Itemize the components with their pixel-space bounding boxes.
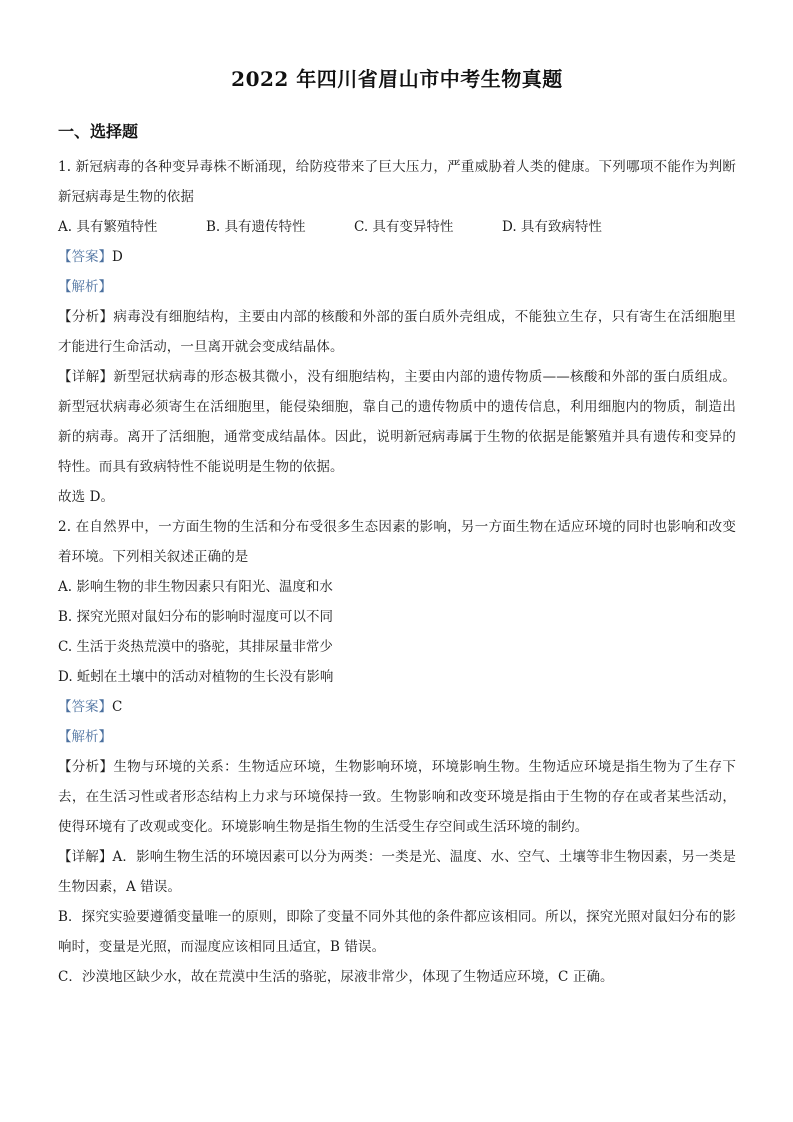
question-2-answer-line [58,692,736,722]
question-2-option-a[interactable]: A. 影响生物的非生物因素只有阳光、温度和水 [58,579,333,595]
page-content [58,0,736,992]
question-2-detail-a: 【详解】A．影响生物生活的环境因素可以分为两类：一类是光、温度、水、空气、土壤等非生物因素，另一类是生物因素，A 错误。 [58,849,736,895]
question-1-conclusion: 故选 D。 [58,489,115,505]
question-1-option-d[interactable]: D. 具有致病特性 [502,219,602,235]
explanation-marker: 【解析】 [58,729,112,745]
page-title: 2022 年四川省眉山市中考生物真题 [231,67,563,91]
explanation-marker: 【解析】 [58,279,112,295]
question-1-option-b[interactable]: B. 具有遗传特性 [206,219,306,235]
question-1-stem: 1. 新冠病毒的各种变异毒株不断涌现，给防疫带来了巨大压力，严重威胁着人类的健康。下列哪项不能作为判断新冠病毒是生物的依据 [58,159,736,205]
question-2-option-d[interactable]: D. 蚯蚓在土壤中的活动对植物的生长没有影响 [58,669,334,685]
section-heading-choice-questions: 一、选择题 [58,122,139,141]
question-2-option-b[interactable]: B. 探究光照对鼠妇分布的影响时湿度可以不同 [58,609,334,625]
question-1-analysis: 【分析】病毒没有细胞结构，主要由内部的核酸和外部的蛋白质外壳组成，不能独立生存，只有寄生在活细胞里才能进行生命活动，一旦离开就会变成结晶体。 [58,309,736,355]
question-2-detail-b: B．探究实验要遵循变量唯一的原则，即除了变量不同外其他的条件都应该相同。所以，探究光照对鼠妇分布的影响时，变量是光照，而湿度应该相同且适宜，B 错误。 [58,909,736,955]
question-2-detail-c: C．沙漠地区缺少水，故在荒漠中生活的骆驼，尿液非常少，体现了生物适应环境，C 正确。 [58,969,614,985]
question-2-explanation-line [58,722,736,752]
question-1-answer-value: D [112,249,123,265]
question-1-option-a[interactable]: A. 具有繁殖特性 [58,219,158,235]
question-2-analysis: 【分析】生物与环境的关系：生物适应环境，生物影响环境，环境影响生物。生物适应环境是指生物为了生存下去，在生活习性或者形态结构上力求与环境保持一致。生物影响和改变环境是指由于生物的存在或者某些活动，使得环境有了改观或变化。环境影响生物是指生物的生活受生存空间或生活环境的制约。 [58,759,736,835]
question-1-detail: 【详解】新型冠状病毒的形态极其微小，没有细胞结构，主要由内部的遗传物质——核酸和外部的蛋白质组成。新型冠状病毒必须寄生在活细胞里，能侵染细胞，靠自己的遗传物质中的遗传信息，利用细胞内的物质，制造出新的病毒。离开了活细胞，通常变成结晶体。因此，说明新冠病毒属于生物的依据是能繁殖并具有遗传和变异的特性。而具有致病特性不能说明是生物的依据。 [58,369,736,475]
answer-marker: 【答案】 [58,249,112,265]
question-1-explanation-line [58,272,736,302]
question-1-option-c[interactable]: C. 具有变异特性 [354,219,454,235]
question-2-option-c[interactable]: C. 生活于炎热荒漠中的骆驼，其排尿量非常少 [58,639,333,655]
question-2-stem: 2. 在自然界中，一方面生物的生活和分布受很多生态因素的影响，另一方面生物在适应环境的同时也影响和改变着环境。下列相关叙述正确的是 [58,519,736,565]
answer-marker: 【答案】 [58,699,112,715]
question-2-answer-value: C [112,699,123,715]
question-1-options [58,212,736,242]
question-1-answer-line [58,242,736,272]
